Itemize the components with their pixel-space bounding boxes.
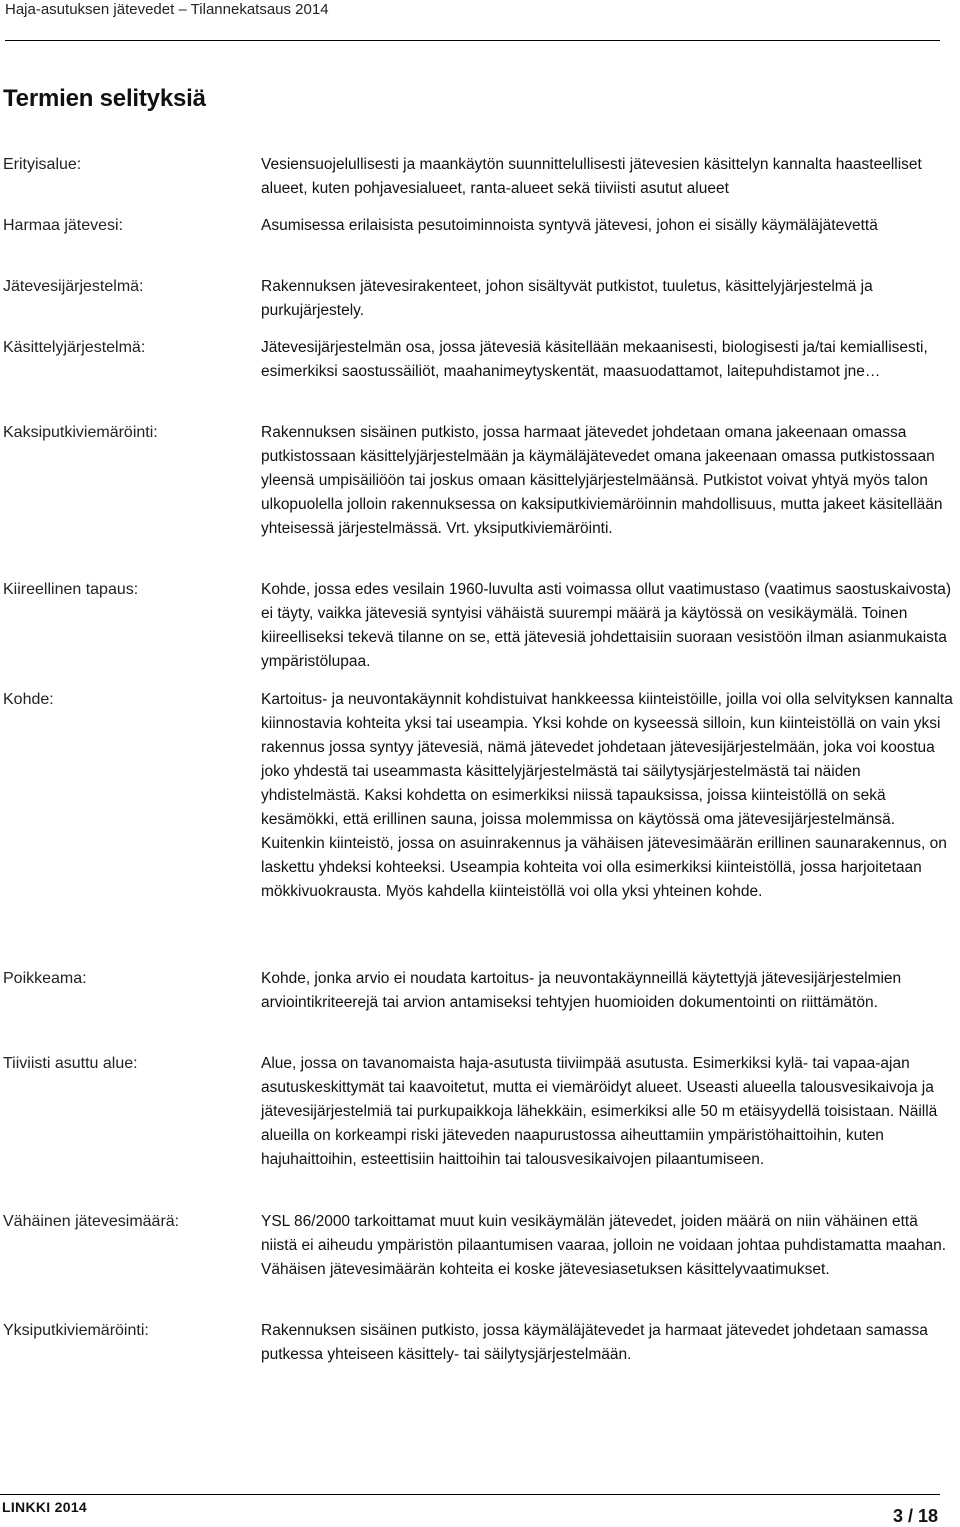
term-erityisalue: Erityisalue:: [3, 156, 82, 173]
term-yksiputkiviemarointi: Yksiputkiviemäröinti:: [3, 1322, 149, 1339]
footer-org: LINKKI 2014: [2, 1499, 87, 1515]
page-number: 3 / 18: [892, 1506, 938, 1526]
definition-kasittelyjarjestelma: Jätevesijärjestelmän osa, jossa jätevesiä käsitellään mekaanisesti, biologisesti ja/tai kemiallisesti, esimerkiksi saostussäiliöt, maahanimeytyskentät, maasuodattamot, laitepuhdistamot jne…: [261, 339, 928, 380]
term-kiireellinen-tapaus: Kiireellinen tapaus:: [3, 581, 139, 598]
running-header: [5, 0, 940, 41]
term-harmaa-jatevesi: Harmaa jätevesi:: [3, 217, 124, 234]
term-tiiviisti-asuttu-alue: Tiiviisti asuttu alue:: [3, 1055, 138, 1072]
definition-kaksiputkiviemarointi: Rakennuksen sisäinen putkisto, jossa harmaat jätevedet johdetaan omana jakeenaan omassa putkistossaan käsittelyjärjestelmään ja käymäläjätevedet omana jakeenaan omassa putkistossaan yleensä umpisäiliöön tai joskus omaan käsittelyjärjestelmäänsä. Putkistot voivat yhtyä myös talon ulkopuolella jolloin rakennuksessa on kaksiputkiviemäröinnin mahdollisuus, mutta jakeet käsitellään yhteisessä järjestelmässä. Vrt. yksiputkiviemäröinti.: [261, 424, 943, 537]
term-jatevesijarjestelma: Jätevesijärjestelmä:: [3, 278, 144, 295]
term-kaksiputkiviemarointi: Kaksiputkiviemäröinti:: [3, 424, 158, 441]
definition-jatevesijarjestelma: Rakennuksen jätevesirakenteet, johon sisältyvät putkistot, tuuletus, käsittelyjärjestelmä ja purkujärjestely.: [261, 278, 873, 319]
term-poikkeama: Poikkeama:: [3, 970, 87, 987]
definition-kohde: Kartoitus- ja neuvontakäynnit kohdistuivat hankkeessa kiinteistöille, joilla voi olla selvityksen kannalta kiinnostavia kohteita yksi tai useampia. Yksi kohde on kyseessä silloin, kun kiinteistöllä on vain yksi rakennus jossa syntyy jätevesiä, nämä jätevedet johdetaan jätevesijärjestelmään, joka voi koostua joko yhdestä tai useammasta käsittelyjärjestelmästä tai säilytysjärjestelmästä tai näiden yhdistelmästä. Kaksi kohdetta on esimerkiksi niissä tapauksissa, joissa kiinteistöllä on sekä kesämökki, että erillinen sauna, joissa molemmissa on käytössä oma jätevesijärjestelmänsä. Kuitenkin kiinteistö, jossa on asuinrakennus ja vähäisen jätevesimäärän erillinen saunarakennus, on laskettu yhdeksi kohteeksi. Useampia kohteita voi olla esimerkiksi kiinteistöllä, jossa harjoitetaan mökkivuokrausta. Myös kahdella kiinteistöllä voi olla yksi yhteinen kohde.: [261, 691, 953, 900]
definition-kiireellinen-tapaus: Kohde, jossa edes vesilain 1960-luvulta asti voimassa ollut vaatimustaso (vaatimus saostuskaivosta) ei täyty, vaikka jätevesiä syntyisi vähäistä suurempi määrä ja käytössä on vesikäymälä. Toinen kiireelliseksi tekevä tilanne on se, että jätevesiä johdettaisiin suoraan vesistöön ilman asianmukaista ympäristölupaa.: [261, 581, 952, 670]
definition-erityisalue: Vesiensuojelullisesti ja maankäytön suunnittelullisesti jätevesien käsittelyn kannalta haasteelliset alueet, kuten pohjavesialueet, ranta-alueet sekä tiiviisti asutut alueet: [261, 156, 922, 197]
term-kasittelyjarjestelma: Käsittelyjärjestelmä:: [3, 339, 146, 356]
term-kohde: Kohde:: [3, 691, 54, 708]
term-vahainen-jatevesimaara: Vähäinen jätevesimäärä:: [3, 1213, 180, 1230]
definition-yksiputkiviemarointi: Rakennuksen sisäinen putkisto, jossa käymäläjätevedet ja harmaat jätevedet johdetaan samassa putkessa yhteiseen käsittely- tai säilytysjärjestelmään.: [261, 1322, 928, 1363]
footer-rule: [0, 1494, 940, 1495]
definition-vahainen-jatevesimaara: YSL 86/2000 tarkoittamat muut kuin vesikäymälän jätevedet, joiden määrä on niin vähäinen että niistä ei aiheudu ympäristön pilaantumisen vaaraa, jolloin ne voidaan johtaa puhdistamatta maahan. Vähäisen jätevesimäärän kohteita ei koske jätevesiasetuksen käsittelyvaatimukset.: [261, 1213, 947, 1278]
header-text: Haja-asutuksen jätevedet – Tilannekatsaus 2014: [5, 1, 329, 18]
page-title: Termien selityksiä: [3, 85, 206, 112]
definition-tiiviisti-asuttu-alue: Alue, jossa on tavanomaista haja-asutusta tiiviimpää asutusta. Esimerkiksi kylä- tai vapaa-ajan asutuskeskittymät tai kaavoitetut, mutta ei viemäröidyt alueet. Useasti alueella talousvesikaivoja ja jätevesijärjestelmiä tai purkupaikkoja lähekkäin, esimerkiksi alle 50 m etäisyydellä toisistaan. Näillä alueilla on korkeampi riski jäteveden naapurustossa aiheuttamiin ympäristöhaittoihin, kuten hajuhaittoihin, esteettisiin haittoihin tai talousvesikaivojen pilaantumiseen.: [261, 1055, 938, 1168]
definition-harmaa-jatevesi: Asumisessa erilaisista pesutoiminnoista syntyvä jätevesi, johon ei sisälly käymäläjätevettä: [261, 217, 878, 234]
definition-poikkeama: Kohde, jonka arvio ei noudata kartoitus- ja neuvontakäynneillä käytettyjä jätevesijärjestelmien arviointikriteerejä tai arvion antamiseksi tehtyjen huomioiden dokumentointi on riittämätön.: [261, 970, 902, 1011]
